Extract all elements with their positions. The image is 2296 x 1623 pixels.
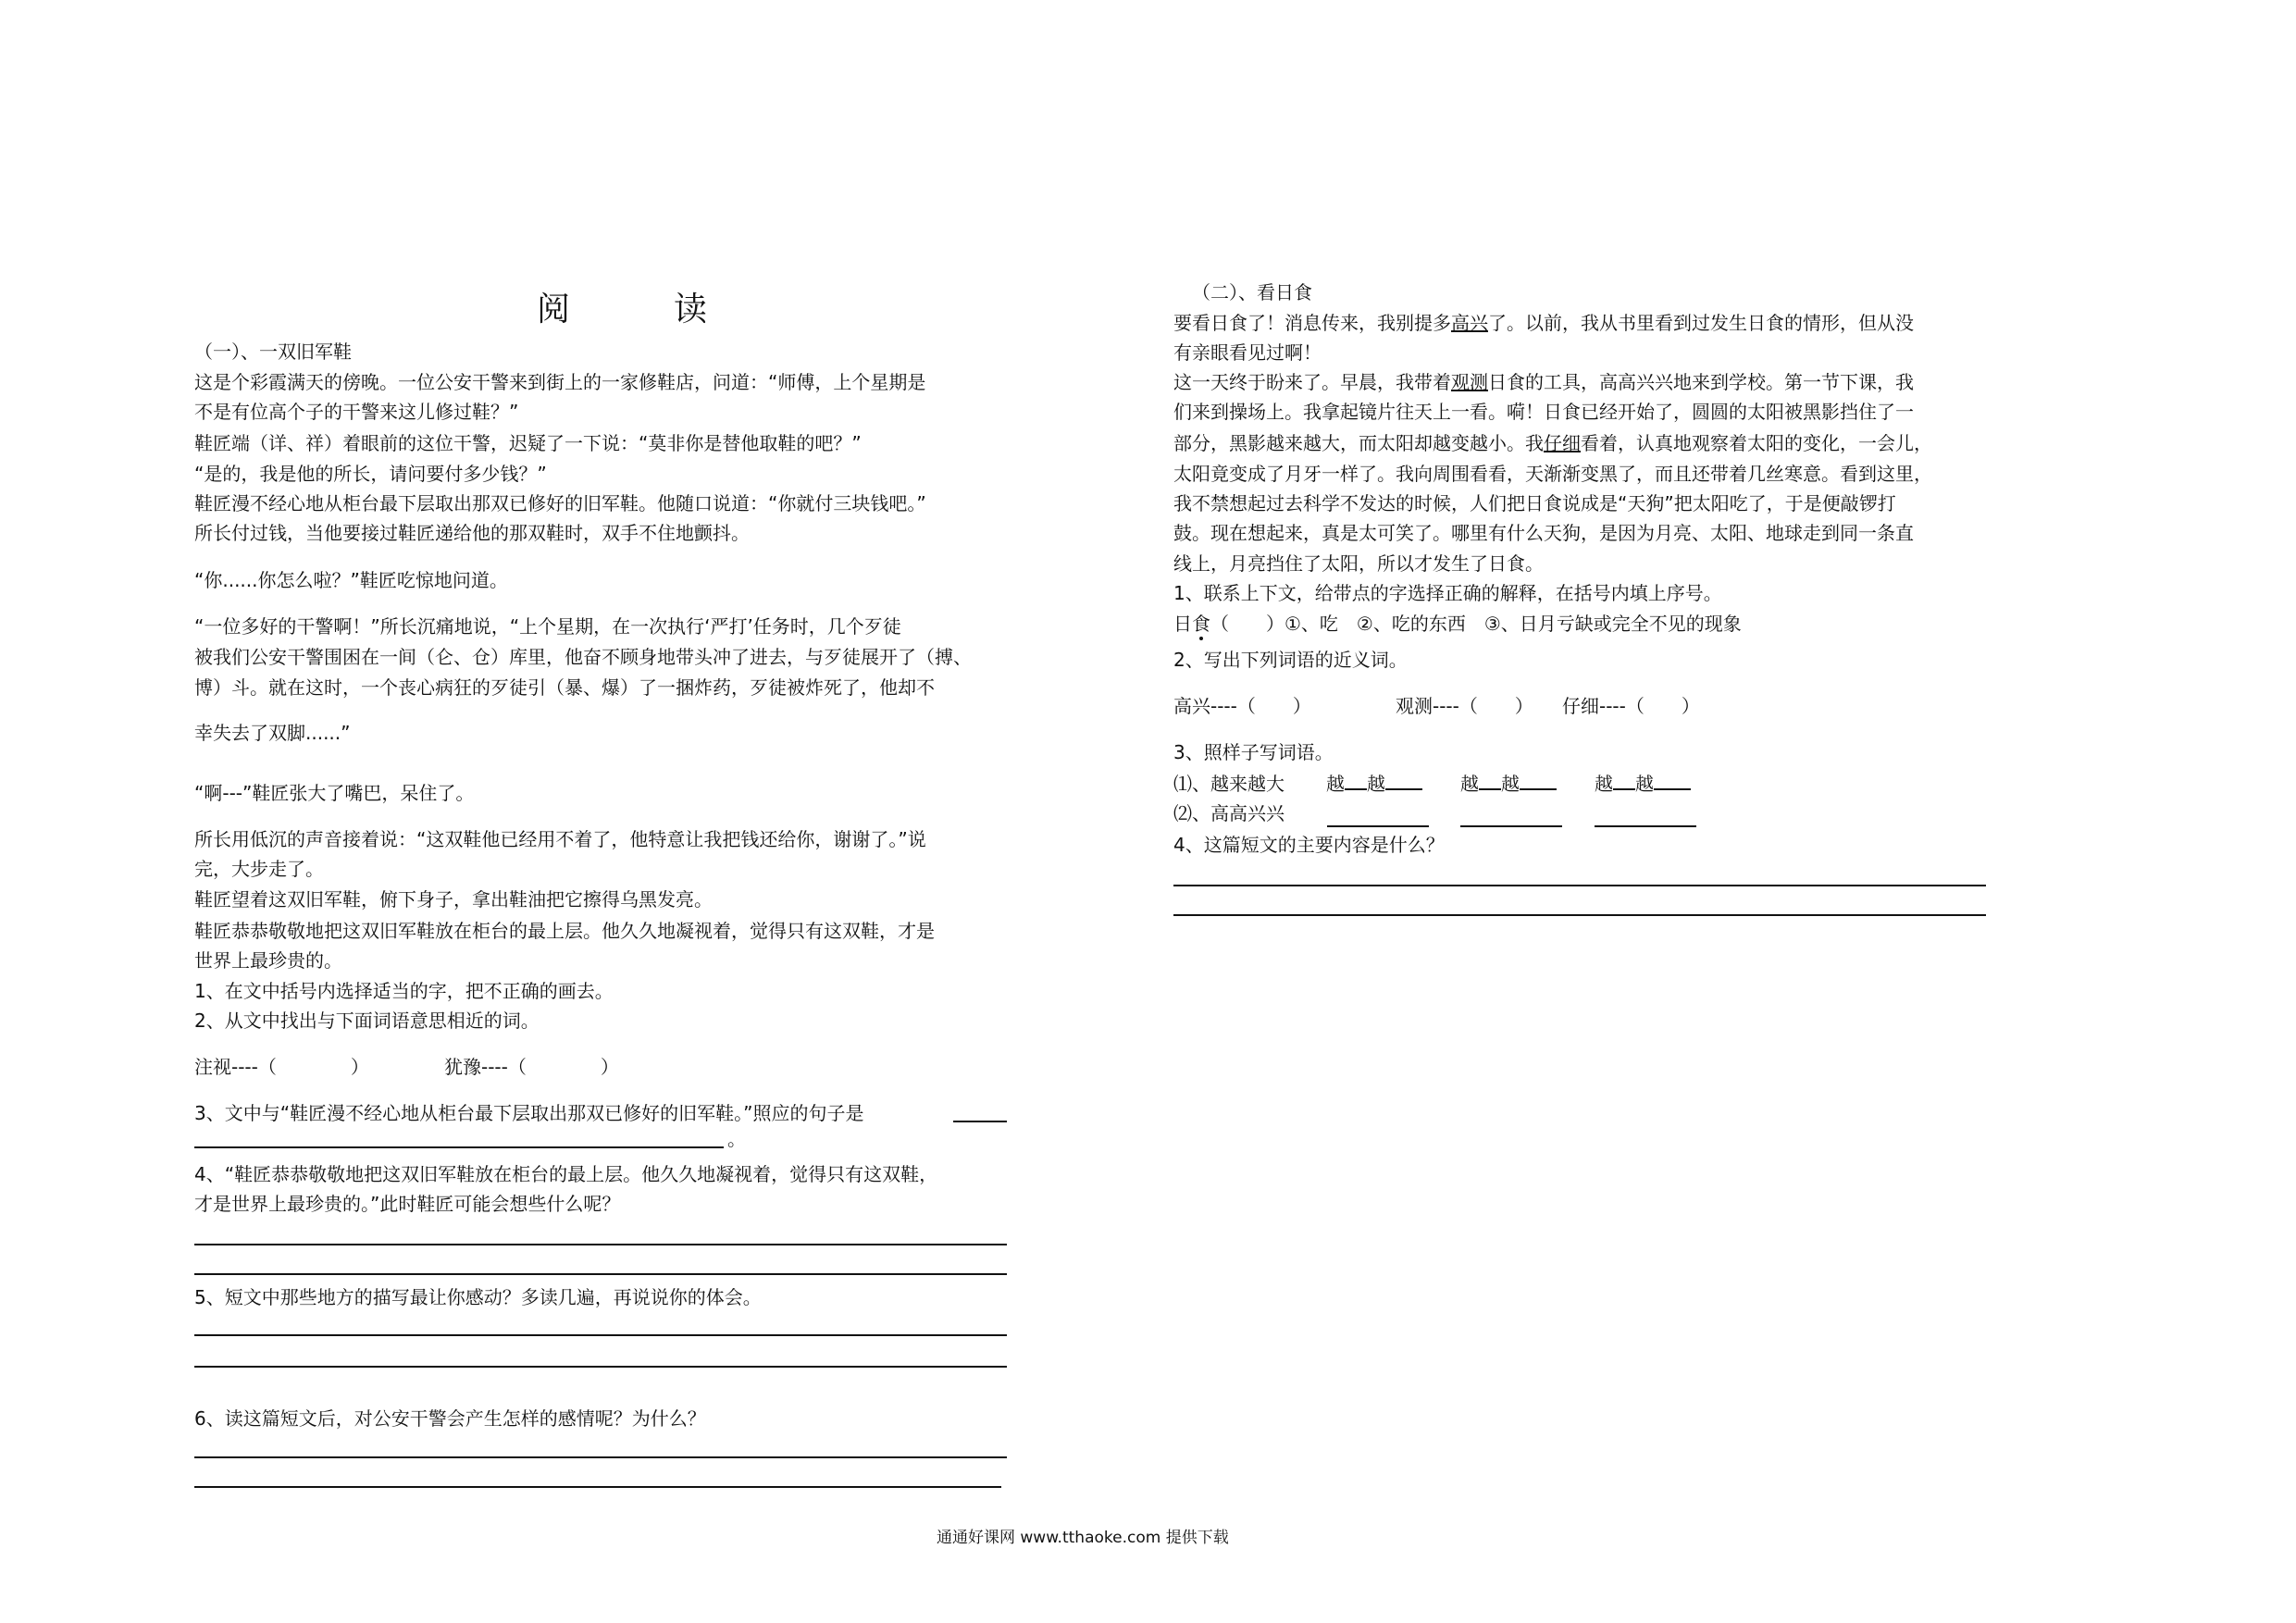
question-4: 4、这篇短文的主要内容是什么？ xyxy=(1173,834,1445,856)
passage-line: “你......你怎么啦？”鞋匠吃惊地问道。 xyxy=(194,569,508,591)
text: 要看日食了！消息传来，我别提多 xyxy=(1173,312,1451,334)
text: 日食的工具，高高兴兴地来到学校。第一节下课，我 xyxy=(1488,371,1914,393)
answer-line[interactable] xyxy=(1173,885,1986,886)
text: 部分，黑影越来越大，而太阳却越变越小。我 xyxy=(1173,432,1544,454)
text: 越 xyxy=(1326,773,1345,795)
answer-line[interactable] xyxy=(194,1486,1001,1488)
passage-line: 太阳竟变成了月牙一样了。我向周围看看，天渐渐变黑了，而且还带着几丝寒意。看到这里， xyxy=(1173,463,1932,485)
question-2-item-2: 犹豫----（ ） xyxy=(444,1056,619,1078)
answer-line[interactable] xyxy=(194,1456,1007,1458)
question-4-cont: 才是世界上最珍贵的。”此时鞋匠可能会想些什么呢？ xyxy=(194,1193,621,1215)
blank[interactable] xyxy=(1520,788,1557,790)
passage-line: 世界上最珍贵的。 xyxy=(194,949,342,972)
passage-line: 被我们公安干警围困在一间（仑、仓）库里，他奋不顾身地带头冲了进去，与歹徒展开了（搏、 xyxy=(194,646,972,668)
text: 日 xyxy=(1173,613,1192,635)
passage-line: 我不禁想起过去科学不发达的时候，人们把日食说成是“天狗”把太阳吃了，于是便敲锣打 xyxy=(1173,492,1896,514)
question-1-options xyxy=(1173,612,1742,636)
answer-line[interactable] xyxy=(953,1121,1007,1122)
question-3-row-1 xyxy=(1173,772,1285,796)
blank[interactable] xyxy=(1654,788,1691,790)
answer-line[interactable] xyxy=(1173,914,1986,916)
text: 了。以前，我从书里看到过发生日食的情形，但从没 xyxy=(1488,312,1914,334)
answer-line[interactable] xyxy=(194,1146,724,1148)
passage-line: 不是有位高个子的干警来这儿修过鞋？” xyxy=(194,401,519,423)
passage-line: 鞋匠漫不经心地从柜台最下层取出那双已修好的旧军鞋。他随口说道：“你就付三块钱吧。” xyxy=(194,492,926,514)
passage-line: 鞋匠端（详、祥）着眼前的这位干警，迟疑了一下说：“莫非你是替他取鞋的吧？” xyxy=(194,432,862,454)
passage-line: 有亲眼看见过啊！ xyxy=(1173,341,1322,364)
passage-line: “是的，我是他的所长，请问要付多少钱？” xyxy=(194,463,547,485)
passage-line xyxy=(1173,431,1932,455)
page-title: 阅 读 xyxy=(537,291,743,328)
footer: 通通好课网 www.tthaoke.com 提供下载 xyxy=(937,1529,1229,1547)
answer-line[interactable] xyxy=(194,1273,1007,1275)
text: 越 xyxy=(1595,773,1613,795)
blank[interactable] xyxy=(1345,788,1367,790)
answer-line[interactable] xyxy=(194,1366,1007,1368)
blank[interactable] xyxy=(1385,788,1422,790)
question-2: 2、从文中找出与下面词语意思相近的词。 xyxy=(194,1010,540,1032)
blank[interactable] xyxy=(1479,788,1501,790)
pattern-blank[interactable] xyxy=(1326,772,1422,796)
passage-line: 鞋匠望着这双旧军鞋，俯下身子，拿出鞋油把它擦得乌黑发亮。 xyxy=(194,888,713,911)
question-3-row-2: ⑵、高高兴兴 xyxy=(1173,802,1285,824)
passage-line: “啊---”鞋匠张大了嘴巴，呆住了。 xyxy=(194,782,475,804)
blank[interactable] xyxy=(1613,788,1635,790)
question-3: 3、照样子写词语。 xyxy=(1173,741,1334,763)
text: 越 xyxy=(1501,773,1520,795)
passage-line xyxy=(1173,311,1914,335)
question-4: 4、“鞋匠恭恭敬敬地把这双旧军鞋放在柜台的最上层。他久久地凝视着，觉得只有这双鞋， xyxy=(194,1163,938,1185)
question-3-end: 。 xyxy=(727,1128,746,1150)
question-2-item-3: 仔细----（ ） xyxy=(1562,695,1700,717)
underlined-word: 观测 xyxy=(1451,371,1488,393)
text: 看着，认真地观察着太阳的变化，一会儿， xyxy=(1581,432,1932,454)
passage-line: 所长用低沉的声音接着说：“这双鞋他已经用不着了，他特意让我把钱还给你，谢谢了。”说 xyxy=(194,828,926,850)
answer-line[interactable] xyxy=(194,1334,1007,1336)
question-3: 3、文中与“鞋匠漫不经心地从柜台最下层取出那双已修好的旧军鞋。”照应的句子是 xyxy=(194,1102,864,1124)
question-2-item-1: 注视----（ ） xyxy=(194,1056,369,1078)
passage-line: 鼓。现在想起来，真是太可笑了。哪里有什么天狗，是因为月亮、太阳、地球走到同一条直 xyxy=(1173,522,1914,544)
passage-line: 们来到操场上。我拿起镜片往天上一看。嗬！日食已经开始了，圆圆的太阳被黑影挡住了一 xyxy=(1173,401,1914,423)
underlined-word: 高兴 xyxy=(1451,312,1488,334)
question-2-item-1: 高兴----（ ） xyxy=(1173,695,1311,717)
passage-line: 博）斗。就在这时，一个丧心病狂的歹徒引（暴、爆）了一捆炸药，歹徒被炸死了，他却不 xyxy=(194,676,935,699)
text: 这一天终于盼来了。早晨，我带着 xyxy=(1173,371,1451,393)
question-1: 1、联系上下文，给带点的字选择正确的解释，在括号内填上序号。 xyxy=(1173,582,1722,604)
question-2: 2、写出下列词语的近义词。 xyxy=(1173,649,1408,671)
question-1: 1、在文中括号内选择适当的字，把不正确的画去。 xyxy=(194,980,614,1002)
question-6: 6、读这篇短文后，对公安干警会产生怎样的感情呢？为什么？ xyxy=(194,1407,706,1430)
pattern-blank[interactable] xyxy=(1595,772,1691,796)
passage-line: 完，大步走了。 xyxy=(194,858,324,880)
passage-line: 幸失去了双脚......” xyxy=(194,722,351,744)
dotted-char: 食 xyxy=(1192,613,1210,635)
underlined-word: 仔细 xyxy=(1544,432,1581,454)
text: （ ）①、吃 ②、吃的东西 ③、日月亏缺或完全不见的现象 xyxy=(1210,613,1742,635)
passage-line: 这是个彩霞满天的傍晚。一位公安干警来到街上的一家修鞋店，问道：“师傅，上个星期是 xyxy=(194,371,926,393)
answer-line[interactable] xyxy=(1460,825,1562,827)
question-5: 5、短文中那些地方的描写最让你感动？多读几遍，再说说你的体会。 xyxy=(194,1286,762,1308)
text: 越 xyxy=(1367,773,1385,795)
section-title-right: （二）、看日食 xyxy=(1192,281,1312,304)
pattern-blank[interactable] xyxy=(1460,772,1557,796)
question-2-item-2: 观测----（ ） xyxy=(1396,695,1533,717)
passage-line: 鞋匠恭恭敬敬地把这双旧军鞋放在柜台的最上层。他久久地凝视着，觉得只有这双鞋，才是 xyxy=(194,920,935,942)
text: 越 xyxy=(1635,773,1654,795)
answer-line[interactable] xyxy=(194,1244,1007,1245)
passage-line: 所长付过钱，当他要接过鞋匠递给他的那双鞋时，双手不住地颤抖。 xyxy=(194,522,750,544)
passage-line: 线上，月亮挡住了太阳，所以才发生了日食。 xyxy=(1173,552,1544,575)
text: ⑴、越来越大 xyxy=(1173,773,1285,795)
answer-line[interactable] xyxy=(1327,825,1429,827)
passage-line xyxy=(1173,370,1914,394)
text: 越 xyxy=(1460,773,1479,795)
section-title-left: （一）、一双旧军鞋 xyxy=(194,341,352,363)
passage-line: “一位多好的干警啊！”所长沉痛地说，“上个星期，在一次执行‘严打’任务时，几个歹徒 xyxy=(194,615,901,638)
answer-line[interactable] xyxy=(1595,825,1696,827)
